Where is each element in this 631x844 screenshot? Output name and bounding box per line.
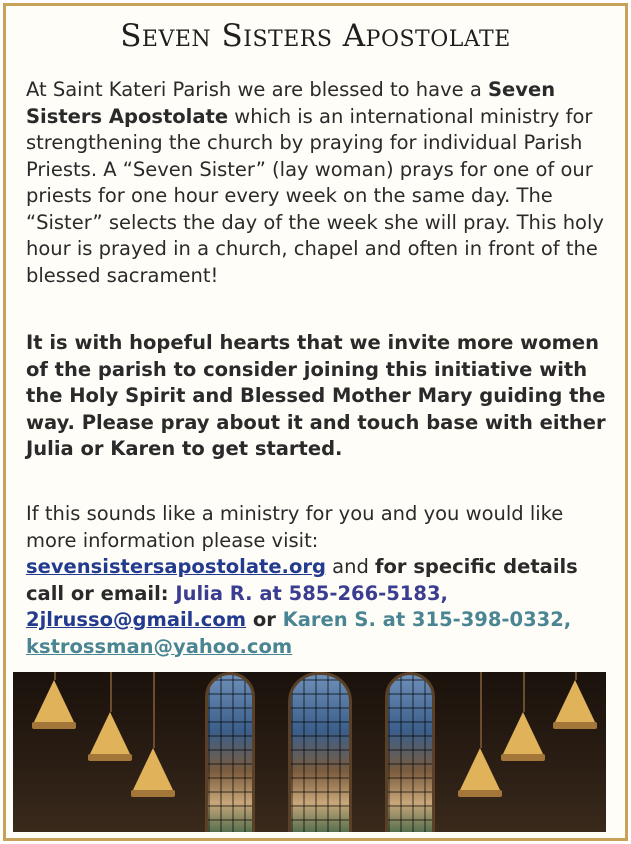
hanging-lamp-icon [555,680,595,722]
intro-text: At Saint Kateri Parish we are blessed to have a [26,78,488,101]
church-interior-photo [13,672,606,832]
lamp-cord [480,672,482,748]
karen-email-link[interactable]: kstrossman@yahoo.com [26,634,293,658]
invitation-paragraph: It is with hopeful hearts that we invite more women of the parish to consider joining this initiative with the Holy Spirit and Blessed Mother Mary guiding the way. Please pray about it and touch base with either Julia or Karen to get started. [26,331,606,460]
stained-glass-window-center [288,672,352,832]
intro-rest: which is an international ministry for strengthening the church by praying for individual Parish Priests. A “Seven Sister” (lay woman) prays for one of our priests for one hour every week on the same day. The “Sister” selects the day of the week she will pray. This holy hour is prayed in a church, chapel and often in front of the blessed sacrament! [26,104,604,287]
hanging-lamp-icon [90,712,130,754]
julia-email-link[interactable]: 2jlrusso@gmail.com [26,608,247,631]
lamp-cord [153,672,155,748]
stained-glass-window-left [205,672,255,832]
or-text: or [246,608,283,631]
website-link[interactable]: sevensistersapostolate.org [26,555,326,578]
lamp-cord [54,672,56,680]
hanging-lamp-icon [460,748,500,790]
lamp-cord [575,672,577,680]
intro-paragraph [26,77,616,289]
page-title: Seven Sisters Apostolate [120,18,511,54]
contact-intro: If this sounds like a ministry for you and you would like more information please visit: [26,502,564,552]
details-label: for specific details call or email: [26,555,578,605]
hanging-lamp-icon [503,712,543,754]
lamp-cord [110,672,112,712]
contact-paragraph [26,501,616,660]
apostolate-name: Seven Sisters Apostolate [26,78,556,128]
hanging-lamp-icon [34,680,74,722]
lamp-cord [523,672,525,712]
and-text: and [325,555,376,578]
hanging-lamp-icon [133,748,173,790]
karen-contact: Karen S. at 315-398-0332, [282,608,572,631]
stained-glass-window-right [385,672,435,832]
julia-contact: Julia R. at 585-266-5183, [175,581,448,605]
